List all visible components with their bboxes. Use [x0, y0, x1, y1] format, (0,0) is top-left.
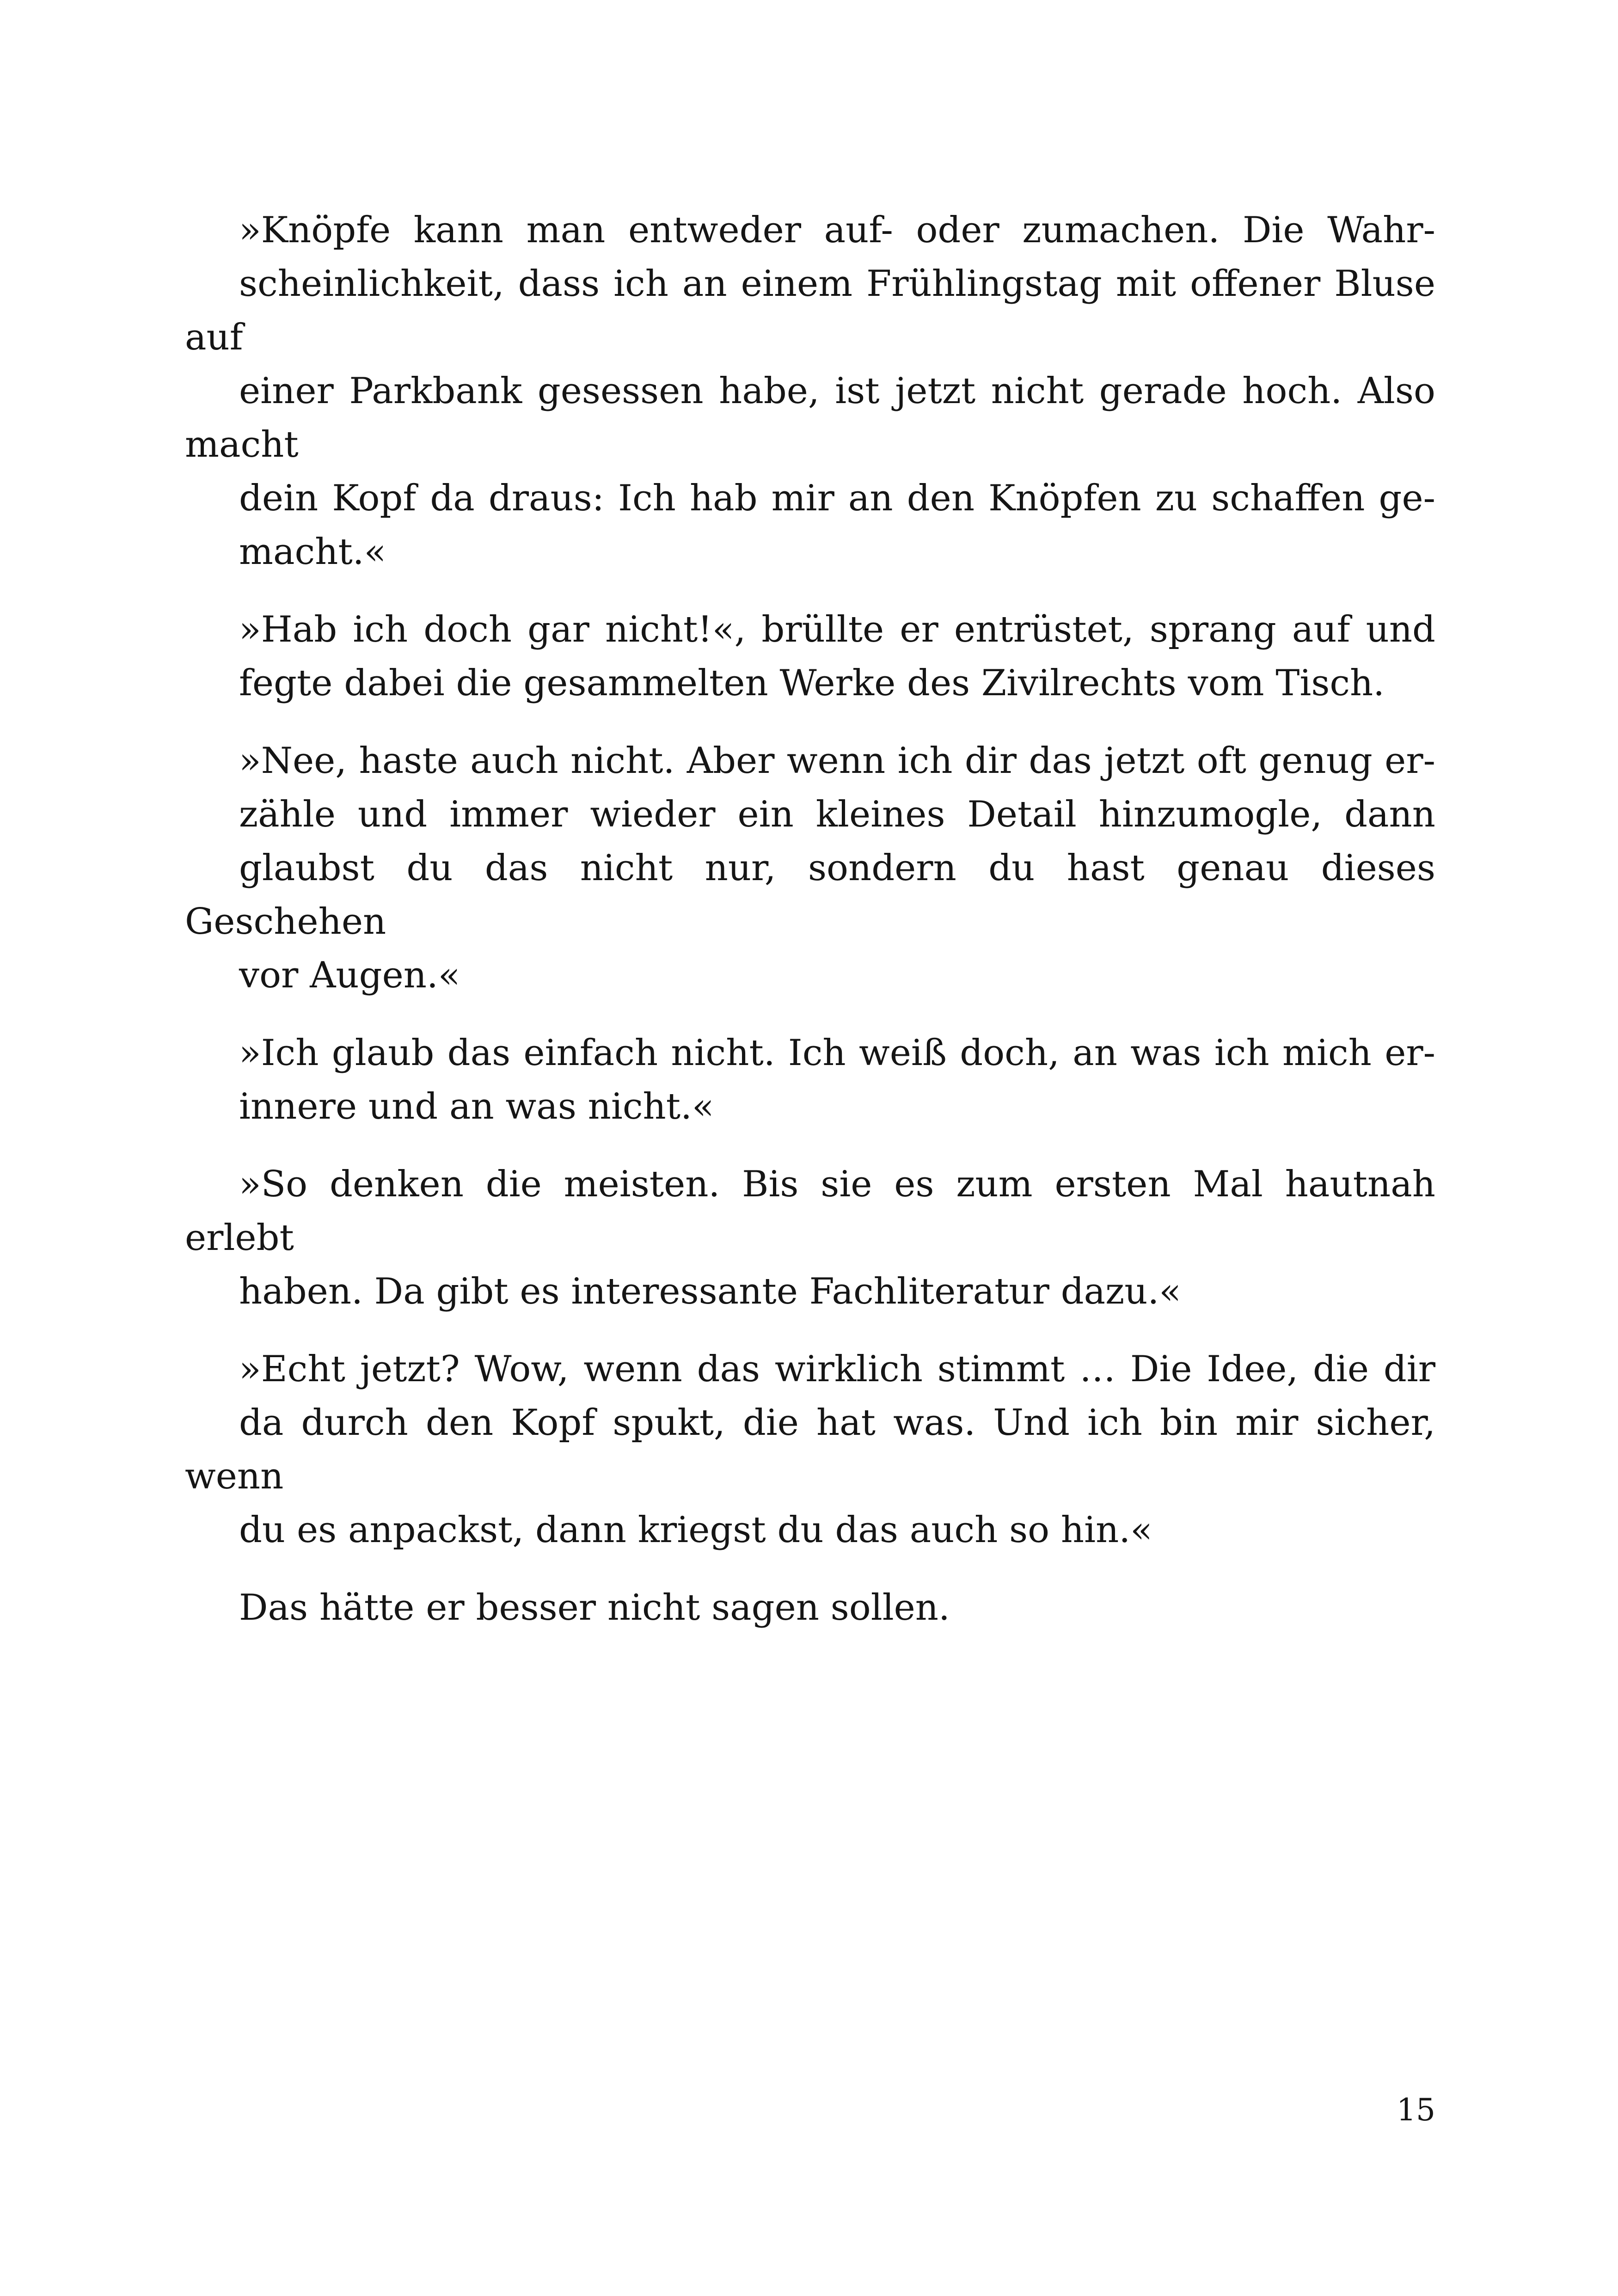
paragraph	[185, 1581, 1435, 1635]
paragraph	[185, 203, 1435, 579]
text-line: »Hab ich doch gar nicht!«, brüllte er entrüstet, sprang auf und	[239, 609, 1435, 650]
text-line: »Knöpfe kann man entweder auf- oder zumachen. Die Wahr-	[239, 209, 1435, 251]
body-text	[185, 203, 1435, 1635]
text-line: scheinlichkeit, dass ich an einem Frühlingstag mit offener Bluse auf	[185, 263, 1435, 358]
text-line: vor Augen.«	[239, 955, 460, 996]
text-line: Das hätte er besser nicht sagen sollen.	[239, 1587, 950, 1629]
paragraph	[185, 603, 1435, 710]
text-line: dein Kopf da draus: Ich hab mir an den Knöpfen zu schaffen ge-	[239, 478, 1435, 519]
text-line: zähle und immer wieder ein kleines Detail hinzumogle, dann	[239, 794, 1435, 835]
paragraph	[185, 1026, 1435, 1133]
page-number: 15	[1397, 2092, 1435, 2128]
text-line: du es anpackst, dann kriegst du das auch so hin.«	[239, 1509, 1152, 1551]
paragraph	[185, 734, 1435, 1002]
text-line: »Echt jetzt? Wow, wenn das wirklich stimmt … Die Idee, die dir	[239, 1348, 1435, 1390]
text-line: einer Parkbank gesessen habe, ist jetzt nicht gerade hoch. Also macht	[185, 370, 1435, 465]
text-line: »So denken die meisten. Bis sie es zum ersten Mal hautnah erlebt	[185, 1163, 1435, 1259]
text-line: »Ich glaub das einfach nicht. Ich weiß doch, an was ich mich er-	[239, 1032, 1435, 1074]
text-line: glaubst du das nicht nur, sondern du hast genau dieses Geschehen	[185, 847, 1435, 943]
text-line: haben. Da gibt es interessante Fachliteratur dazu.«	[239, 1271, 1182, 1312]
paragraph	[185, 1157, 1435, 1318]
text-line: »Nee, haste auch nicht. Aber wenn ich dir das jetzt oft genug er-	[239, 740, 1435, 782]
text-line: innere und an was nicht.«	[239, 1086, 714, 1127]
text-line: fegte dabei die gesammelten Werke des Zivilrechts vom Tisch.	[239, 662, 1385, 704]
text-line: da durch den Kopf spukt, die hat was. Und ich bin mir sicher, wenn	[185, 1402, 1435, 1497]
paragraph	[185, 1342, 1435, 1557]
text-line: macht.«	[239, 531, 386, 573]
